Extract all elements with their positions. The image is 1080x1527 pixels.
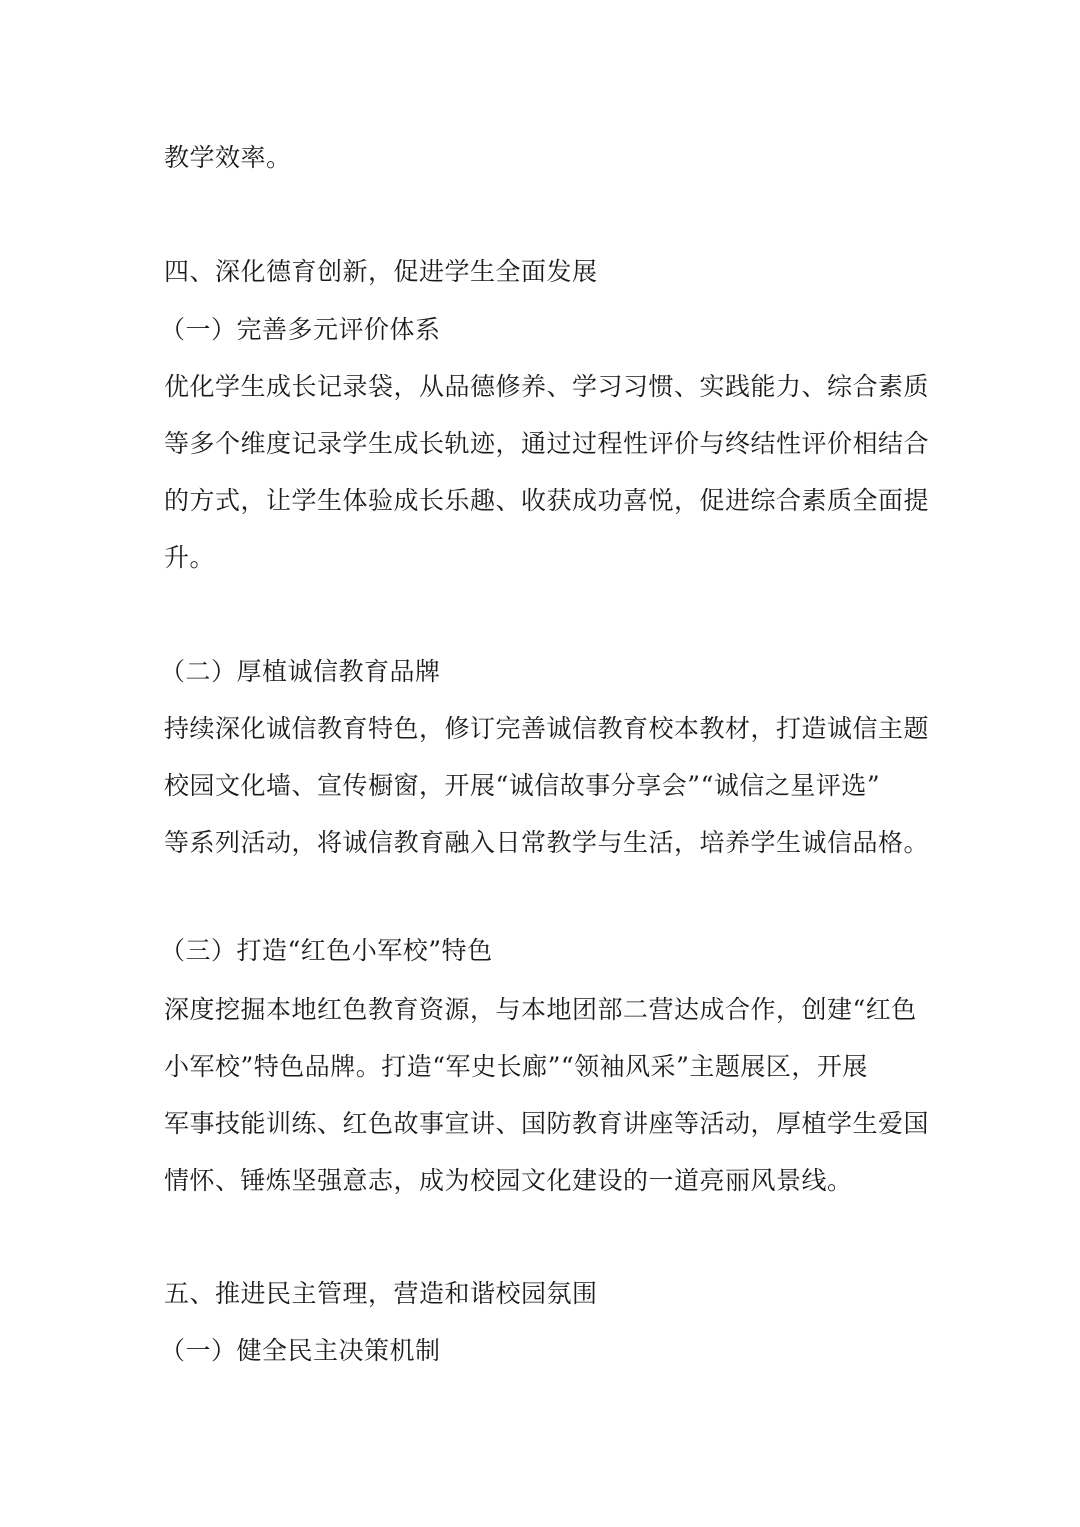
paragraph-line: 等多个维度记录学生成长轨迹，通过过程性评价与终结性评价相结合 bbox=[164, 429, 930, 458]
paragraph-line: 校园文化墙、宣传橱窗，开展“诚信故事分享会”“诚信之星评选” bbox=[164, 771, 881, 800]
section-heading: 四、深化德育创新，促进学生全面发展 bbox=[164, 257, 598, 286]
paragraph-line: 优化学生成长记录袋，从品德修养、学习习惯、实践能力、综合素质 bbox=[164, 372, 930, 401]
section-heading: 五、推进民主管理，营造和谐校园氛围 bbox=[164, 1279, 598, 1308]
paragraph-line: 教学效率。 bbox=[164, 143, 292, 172]
subsection-heading: （一）健全民主决策机制 bbox=[160, 1336, 441, 1365]
paragraph-line: 军事技能训练、红色故事宣讲、国防教育讲座等活动，厚植学生爱国 bbox=[164, 1109, 930, 1138]
paragraph-line: 等系列活动，将诚信教育融入日常教学与生活，培养学生诚信品格。 bbox=[164, 828, 930, 857]
paragraph-line: 深度挖掘本地红色教育资源，与本地团部二营达成合作，创建“红色 bbox=[164, 995, 917, 1024]
paragraph-line: 升。 bbox=[164, 543, 216, 572]
subsection-heading: （三）打造“红色小军校”特色 bbox=[160, 936, 493, 965]
subsection-heading: （二）厚植诚信教育品牌 bbox=[160, 657, 441, 686]
paragraph-line: 的方式，让学生体验成长乐趣、收获成功喜悦，促进综合素质全面提 bbox=[164, 486, 930, 515]
paragraph-line: 情怀、锤炼坚强意志，成为校园文化建设的一道亮丽风景线。 bbox=[164, 1166, 853, 1195]
paragraph-line: 小军校”特色品牌。打造“军史长廊”“领袖风采”主题展区，开展 bbox=[164, 1052, 868, 1081]
paragraph-line: 持续深化诚信教育特色，修订完善诚信教育校本教材，打造诚信主题 bbox=[164, 714, 930, 743]
subsection-heading: （一）完善多元评价体系 bbox=[160, 315, 441, 344]
